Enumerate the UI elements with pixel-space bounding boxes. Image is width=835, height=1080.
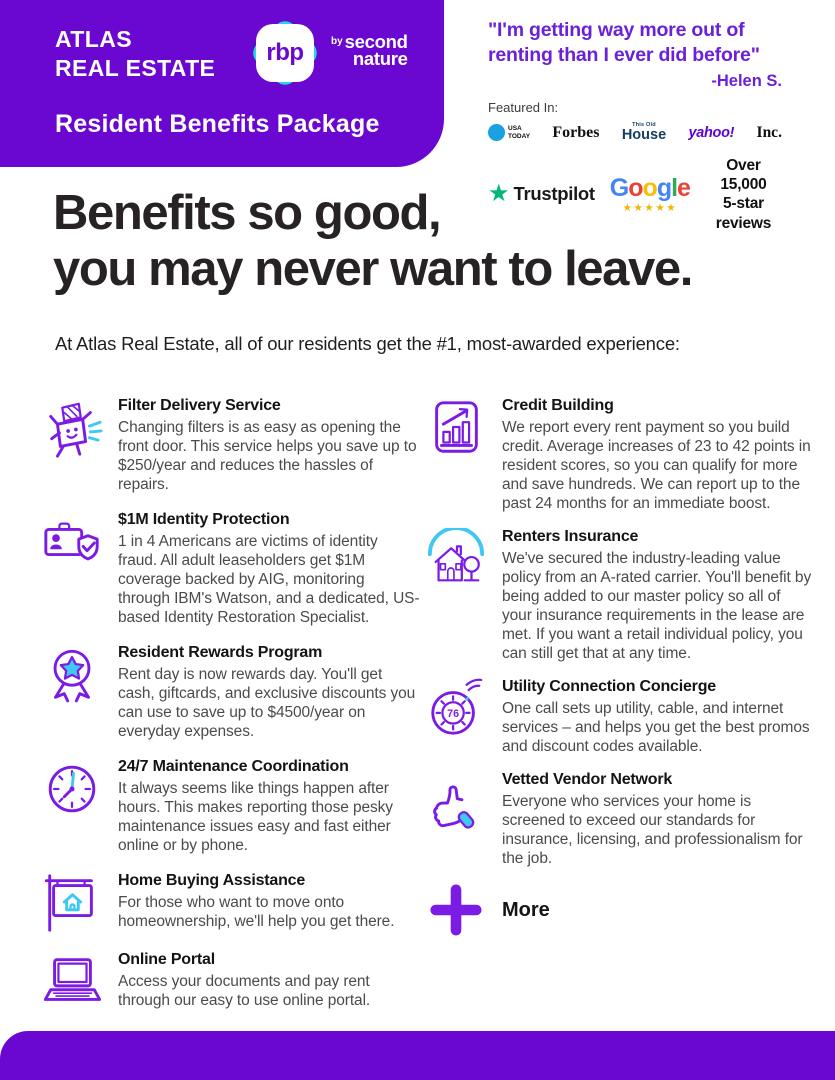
insured-house-icon bbox=[424, 528, 488, 663]
google-letter-g2: g bbox=[656, 173, 672, 202]
benefit-renters-insurance bbox=[424, 528, 812, 663]
headline-line1: Benefits so good, bbox=[53, 186, 441, 240]
header-panel bbox=[0, 0, 444, 167]
brand-line1: second bbox=[344, 31, 408, 52]
inc-logo: Inc. bbox=[756, 123, 782, 141]
subheadline: At Atlas Real Estate, all of our residents get the #1, most-awarded experience: bbox=[55, 333, 680, 354]
testimonial-quote bbox=[488, 18, 782, 69]
usa-today-text bbox=[508, 125, 530, 140]
usa-today-circle-icon bbox=[488, 124, 505, 141]
more-label: More bbox=[502, 898, 550, 921]
headline-line2: you may never want to leave. bbox=[53, 241, 692, 296]
this-old-house-small-text: This Old bbox=[632, 121, 656, 128]
home-sign-icon bbox=[40, 872, 104, 934]
featured-in-label: Featured In: bbox=[488, 99, 559, 115]
benefit-description: It always seems like things happen after hours. This makes reporting those pesky maintenance issues easy and fast either online or by phone. bbox=[118, 780, 393, 854]
press-logo-row bbox=[488, 120, 782, 146]
benefit-more bbox=[424, 883, 812, 937]
bottom-purple-bar bbox=[0, 1031, 835, 1080]
benefit-text bbox=[118, 511, 420, 627]
google-letter-o2: o bbox=[642, 173, 657, 202]
benefit-text bbox=[118, 951, 420, 1013]
plus-icon bbox=[424, 883, 488, 937]
rbp-logo-text: rbp bbox=[266, 39, 304, 66]
benefit-text bbox=[502, 528, 812, 663]
quote-line1: "I'm getting way more out of bbox=[488, 19, 745, 41]
usa-today-line1: USA bbox=[508, 125, 522, 133]
package-title: Resident Benefits Package bbox=[55, 110, 380, 138]
credit-chart-icon bbox=[424, 397, 488, 513]
company-name bbox=[55, 25, 215, 82]
benefit-description: Everyone who services your home is screened to exceed our standards for insurance, licensing, and professionalism for the job. bbox=[502, 793, 803, 867]
benefit-title: 24/7 Maintenance Coordination bbox=[118, 758, 349, 775]
reviews-count-line2: 5-star reviews bbox=[715, 195, 772, 232]
benefit-title: Renters Insurance bbox=[502, 528, 639, 545]
benefit-online-portal bbox=[40, 951, 420, 1013]
clock-icon bbox=[40, 758, 104, 855]
usa-today-logo bbox=[488, 124, 530, 141]
laptop-icon bbox=[40, 951, 104, 1013]
benefit-credit-building bbox=[424, 397, 812, 513]
this-old-house-big-text: House bbox=[621, 127, 667, 144]
benefit-filter-delivery bbox=[40, 397, 420, 494]
benefit-text bbox=[118, 872, 420, 934]
benefit-maintenance bbox=[40, 758, 420, 855]
benefit-title: Credit Building bbox=[502, 397, 614, 414]
benefit-description: For those who want to move onto homeownership, we'll help you get there. bbox=[118, 894, 395, 930]
benefit-title: Vetted Vendor Network bbox=[502, 771, 673, 788]
benefit-title: Online Portal bbox=[118, 951, 215, 968]
benefit-title: Filter Delivery Service bbox=[118, 397, 281, 414]
company-name-line2: REAL ESTATE bbox=[55, 54, 216, 81]
thumbs-up-icon bbox=[424, 771, 488, 868]
thermostat-dial-icon bbox=[424, 678, 488, 756]
google-letter-o1: o bbox=[628, 173, 643, 202]
google-letter-l: l bbox=[671, 173, 678, 202]
benefit-description: Rent day is now rewards day. You'll get cash, giftcards, and exclusive discounts you can use to save up to $4500/year on everyday expenses. bbox=[118, 666, 416, 740]
benefit-text bbox=[502, 678, 812, 756]
benefit-title: Home Buying Assistance bbox=[118, 872, 306, 889]
rbp-logo-white-shape bbox=[256, 24, 314, 82]
trustpilot-label: Trustpilot bbox=[513, 183, 595, 205]
reviews-count-line1: Over 15,000 bbox=[720, 156, 767, 194]
rbp-logo bbox=[247, 15, 323, 91]
trustpilot-star-icon: ★ bbox=[488, 180, 510, 208]
by-label: by bbox=[331, 36, 343, 47]
benefit-title: $1M Identity Protection bbox=[118, 511, 290, 528]
benefit-utility-concierge bbox=[424, 678, 812, 756]
google-five-stars-icon: ★★★★★ bbox=[622, 201, 678, 214]
google-letter-e: e bbox=[677, 173, 690, 202]
benefit-text bbox=[118, 644, 420, 741]
reviews-count bbox=[705, 156, 782, 234]
benefit-text bbox=[502, 397, 812, 513]
benefits-right-column bbox=[424, 397, 812, 937]
page-headline bbox=[53, 186, 692, 298]
benefits-left-column bbox=[40, 397, 420, 1030]
company-name-line1: ATLAS bbox=[55, 26, 132, 52]
benefit-title: Resident Rewards Program bbox=[118, 644, 323, 661]
second-nature-logo bbox=[331, 31, 408, 70]
benefit-text bbox=[502, 771, 812, 868]
benefit-description: 1 in 4 Americans are victims of identity fraud. All adult leaseholders get $1M coverage backed by AIG, monitoring through IBM's Watson, and a dedicated, US-based Identity Restoration Specialist. bbox=[118, 533, 420, 626]
benefit-description: We've secured the industry-leading value policy from an A-rated carrier. You'll benefit by being added to our master policy so all of your insurance requirements in the lease are met. If you want a retail individual policy, you can still get that at any time. bbox=[502, 550, 812, 662]
quote-line2: renting than I ever did before" bbox=[488, 44, 760, 67]
this-old-house-logo bbox=[622, 123, 666, 143]
benefit-text bbox=[118, 758, 420, 855]
benefit-text bbox=[118, 397, 420, 494]
identity-protection-icon bbox=[40, 511, 104, 627]
benefit-description: We report every rent payment so you build credit. Average increases of 23 to 42 points in resident scores, so you can qualify for more and save hundreds. We can report up to the past 24 months for an immediate boost. bbox=[502, 419, 811, 512]
brand-line2: nature bbox=[352, 48, 408, 70]
benefit-title: Utility Connection Concierge bbox=[502, 678, 716, 695]
benefit-resident-rewards bbox=[40, 644, 420, 741]
quote-attribution: -Helen S. bbox=[711, 71, 782, 90]
benefit-description: One call sets up utility, cable, and internet services – and helps you get the best promos and discount codes available. bbox=[502, 700, 810, 755]
benefit-description: Access your documents and pay rent through our easy to use online portal. bbox=[118, 973, 371, 1009]
filter-delivery-icon bbox=[40, 397, 104, 494]
benefit-vetted-vendors bbox=[424, 771, 812, 868]
usa-today-line2: TODAY bbox=[508, 132, 531, 140]
benefit-identity-protection bbox=[40, 511, 420, 627]
google-letter-g: G bbox=[609, 173, 629, 202]
yahoo-logo: yahoo! bbox=[688, 124, 735, 141]
rewards-ribbon-icon bbox=[40, 644, 104, 741]
second-nature-wordmark bbox=[344, 31, 408, 70]
benefit-home-buying bbox=[40, 872, 420, 934]
benefit-description: Changing filters is as easy as opening the front door. This service helps you save up to $250/year and reduces the hassles of repairs. bbox=[118, 419, 417, 493]
svg-text:76: 76 bbox=[447, 708, 460, 721]
forbes-logo: Forbes bbox=[552, 123, 600, 141]
